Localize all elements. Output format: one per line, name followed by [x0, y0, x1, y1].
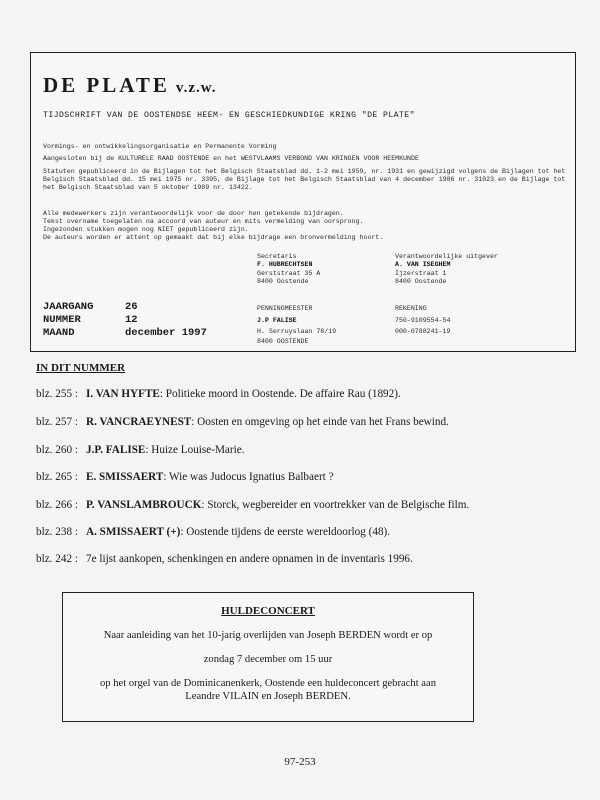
concert-heading: HULDECONCERT	[221, 605, 315, 617]
page-number: 97-253	[284, 756, 316, 768]
entry-title: : Oosten en omgeving op het einde van het Frans bewind.	[191, 416, 449, 428]
account-number-2: 000-0788241-19	[395, 328, 451, 335]
treasurer-street: H. Serruyslaan 78/19	[257, 328, 337, 335]
entry-page: blz. 238 :	[36, 526, 78, 538]
secretary-block	[257, 253, 320, 287]
account-block	[395, 303, 450, 338]
concert-text-line: op het orgel van de Dominicanenkerk, Oostende een huldeconcert gebracht aan	[99, 678, 437, 689]
issue-info	[43, 301, 207, 340]
entry-title: : Wie was Judocus Ignatius Balbaert ?	[163, 471, 334, 483]
entry-page: blz. 260 :	[36, 444, 78, 456]
masthead-box	[30, 52, 576, 352]
nummer-label: NUMMER	[43, 314, 81, 326]
jaargang-value: 26	[125, 301, 138, 313]
treasurer-label: PENNINGMEESTER	[257, 305, 313, 312]
contents-entry	[36, 388, 401, 400]
entry-title: 7e lijst aankopen, schenkingen en andere opnamen in de inventaris 1996.	[86, 553, 413, 565]
entry-page: blz. 265 :	[36, 471, 78, 483]
entry-page: blz. 266 :	[36, 499, 78, 511]
entry-author: A. SMISSAERT (+)	[86, 526, 181, 538]
publisher-street: Ijzerstraat 1	[395, 269, 447, 277]
treasurer-name: J.P FALISE	[257, 316, 297, 324]
concert-text-line: Leandre VILAIN en Joseph BERDEN.	[185, 691, 351, 702]
journal-legal-form: v.z.w.	[175, 80, 217, 96]
entry-page: blz. 255 :	[36, 388, 78, 400]
concert-text-line: Naar aanleiding van het 10-jarig overlijden van Joseph BERDEN wordt er op	[103, 630, 433, 641]
secretary-city: 8400 Oostende	[257, 278, 309, 286]
note-line: Ingezonden stukken mogen nog NIET gepubliceerd zijn.	[43, 226, 249, 233]
entry-title: : Huize Louise-Marie.	[145, 444, 245, 456]
contents-entry	[36, 526, 390, 538]
treasurer-city: 8400 OOSTENDE	[257, 337, 309, 345]
treasurer-block	[257, 303, 336, 345]
entry-page: blz. 257 :	[36, 416, 78, 428]
entry-author: I. VAN HYFTE	[86, 388, 160, 400]
entry-author: E. SMISSAERT	[86, 471, 164, 483]
entry-title: : Oostende tijdens de eerste wereldoorlog (48).	[180, 526, 391, 538]
contents-entry	[36, 471, 334, 483]
concert-notice-box	[62, 592, 474, 722]
journal-name: DE PLATE	[43, 73, 170, 97]
contents-heading: IN DIT NUMMER	[36, 362, 126, 374]
account-label: REKENING	[395, 305, 427, 312]
note-line: Alle medewerkers zijn verantwoordelijk voor de door hen getekende bijdragen.	[43, 210, 344, 217]
maand-value: december 1997	[125, 327, 207, 339]
secretary-name: F. HUBRECHTSEN	[257, 261, 313, 269]
contents-entry	[36, 444, 244, 456]
concert-date-line: zondag 7 december om 15 uur	[203, 654, 333, 665]
journal-subtitle: TIJDSCHRIFT VAN DE OOSTENDSE HEEM- EN GESCHIEDKUNDIGE KRING "DE PLATE"	[43, 111, 415, 120]
publisher-city: 8400 Oostende	[395, 278, 447, 286]
account-number-1: 750-9109554-54	[395, 316, 451, 324]
entry-title: : Storck, wegbereider en voortrekker van de Belgische film.	[201, 499, 470, 511]
contents-entry	[36, 553, 413, 565]
secretary-label: Secretaris	[257, 253, 297, 260]
publisher-block	[395, 253, 498, 287]
entry-author: J.P. FALISE	[86, 444, 146, 456]
jaargang-label: JAARGANG	[43, 301, 94, 313]
entry-author: P. VANSLAMBROUCK	[86, 499, 202, 511]
entry-title: : Politieke moord in Oostende. De affaire Rau (1892).	[159, 388, 401, 400]
affiliation-line: Aangesloten bij de KULTURELE RAAD OOSTENDE en het WESTVLAAMS VERBOND VAN KRINGEN VOOR HEEMKUNDE	[43, 155, 419, 162]
publisher-label: Verantwoordelijke uitgever	[395, 253, 498, 260]
maand-label: MAAND	[43, 327, 75, 339]
journal-title	[43, 73, 216, 98]
contents-entry	[36, 499, 469, 511]
statutes-paragraph: Statuten gepubliceerd in de Bijlagen tot het Belgisch Staatsblad dd. 1-2 mei 1959, nr. 1931 en gewijzigd volgens de Bijlagen tot het Belgisch Staatsblad dd. 15 mei 1975 nr. 3395, de Bijlage tot het Belgisch Staatsblad van 4 december 1986 nr. 31023 en de Bijlage tot het Belgisch Staatsblad van 5 oktober 1989 nr. 13422.	[43, 168, 566, 192]
note-line: Tekst overname toegelaten na accoord van auteur en mits vermelding van oorsprong.	[43, 218, 364, 225]
entry-author: R. VANCRAEYNEST	[86, 416, 192, 428]
entry-page: blz. 242 :	[36, 553, 78, 565]
note-line: De auteurs worden er attent op gemaakt dat bij elke bijdrage een bronvermelding hoort.	[43, 234, 384, 241]
secretary-street: Gerststraat 35 A	[257, 269, 321, 277]
publisher-name: A. VAN ISEGHEM	[395, 261, 451, 269]
nummer-value: 12	[125, 314, 138, 326]
contents-entry	[36, 416, 449, 428]
organisation-line: Vormings- en ontwikkelingsorganisatie en Permanente Vorming	[43, 143, 277, 150]
